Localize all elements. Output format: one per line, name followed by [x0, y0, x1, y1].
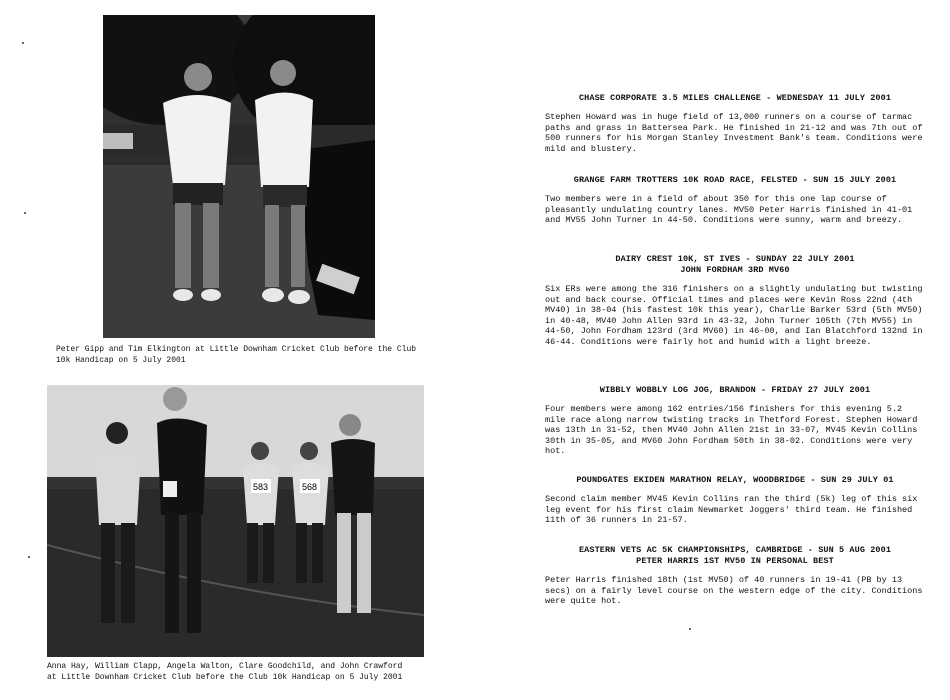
article-body: Stephen Howard was in huge field of 13,000 runners on a course of tarmac paths and grass in Battersea Park. He finished in 21-12 and was 7th out of 500 runners for his Morgan Stanley Investment Bank's team. Conditions were mild and blustery. [545, 112, 923, 154]
article-title: WIBBLY WOBBLY LOG JOG, BRANDON - FRIDAY 27 JULY 2001 [599, 385, 871, 395]
article-body: Six ERs were among the 316 finishers on a slightly undulating but twisting out and back course. Official times and places were Kevin Ross 22nd (4th MV40) in 38-04 (his fastest 10k this year), Charlie Barker 53rd (5th MV50) in 40-48, MV40 John Allen 93rd in 43-32, John Turner 105th (7th MV55) in 44-50, John Fordham 123rd (3rd MV60) in 46-00, and Ian Blatchford 132nd in 46-44. Conditions were fairly hot and humid with a light breeze. [545, 284, 923, 347]
article-chase-corporate [545, 93, 925, 154]
scan-speck [24, 212, 26, 214]
article-subtitle: PETER HARRIS 1ST MV50 IN PERSONAL BEST [636, 556, 834, 566]
scan-speck [28, 556, 30, 558]
article-body: Second claim member MV45 Kevin Collins ran the third (5k) leg of this six leg event for his first claim Newmarket Joggers' third team. He finished 11th of 36 runners in 21-57. [545, 494, 918, 526]
article-body: Four members were among 162 entries/156 finishers for this evening 5.2 mile race along narrow twisting tracks in Thetford Forest. Stephen Howard was 13th in 31-52, then MV40 John Allen 21st in 33-07, MV45 Kevin Collins 30th in 35-05, and MV60 John Fordham 50th in 38-02. Conditions were very hot. [545, 404, 918, 457]
photo-gipp-elkington [103, 15, 375, 338]
article-wibbly-wobbly [545, 385, 925, 457]
scan-speck [22, 42, 24, 44]
article-subtitle: JOHN FORDHAM 3RD MV60 [680, 265, 790, 275]
bib-number-568: 568 [302, 482, 318, 492]
article-body: Two members were in a field of about 350 for this one lap course of pleasantly undulating country lanes. MV50 Peter Harris finished in 41-01 and MV55 John Turner in 44-50. Conditions were sunny, warm and breezy. [545, 194, 913, 226]
article-title: POUNDGATES EKIDEN MARATHON RELAY, WOODBRIDGE - SUN 29 JULY 01 [576, 475, 894, 485]
article-title: GRANGE FARM TROTTERS 10K ROAD RACE, FELSTED - SUN 15 JULY 2001 [573, 175, 897, 185]
article-poundgates [545, 475, 925, 526]
article-grange-farm [545, 175, 925, 226]
article-title: DAIRY CREST 10K, ST IVES - SUNDAY 22 JULY 2001 JOHN FORDHAM 3RD MV60 [545, 254, 925, 276]
article-eastern-vets [545, 545, 925, 607]
article-body: Peter Harris finished 18th (1st MV50) of 40 runners in 19-41 (PB by 13 secs) on a fairly level course on the western edge of the city. Conditions were quite hot. [545, 575, 923, 607]
bib-number-583: 583 [253, 482, 269, 492]
scan-speck [689, 628, 691, 630]
photo-five-runners [47, 385, 424, 657]
photo-caption-2: Anna Hay, William Clapp, Angela Walton, Clare Goodchild, and John Crawford at Little Downham Cricket Club before the Club 10k Handicap on 5 July 2001 [47, 662, 403, 682]
photo-five-runners-image [47, 385, 424, 657]
photo-caption-1: Peter Gipp and Tim Elkington at Little Downham Cricket Club before the Club 10k Handicap on 5 July 2001 [56, 345, 417, 365]
photo-gipp-elkington-image [103, 15, 375, 338]
article-title: EASTERN VETS AC 5K CHAMPIONSHIPS, CAMBRIDGE - SUN 5 AUG 2001 PETER HARRIS 1ST MV50 IN PERSONAL BEST [545, 545, 925, 567]
article-dairy-crest [545, 254, 925, 348]
article-title: CHASE CORPORATE 3.5 MILES CHALLENGE - WEDNESDAY 11 JULY 2001 [578, 93, 892, 103]
